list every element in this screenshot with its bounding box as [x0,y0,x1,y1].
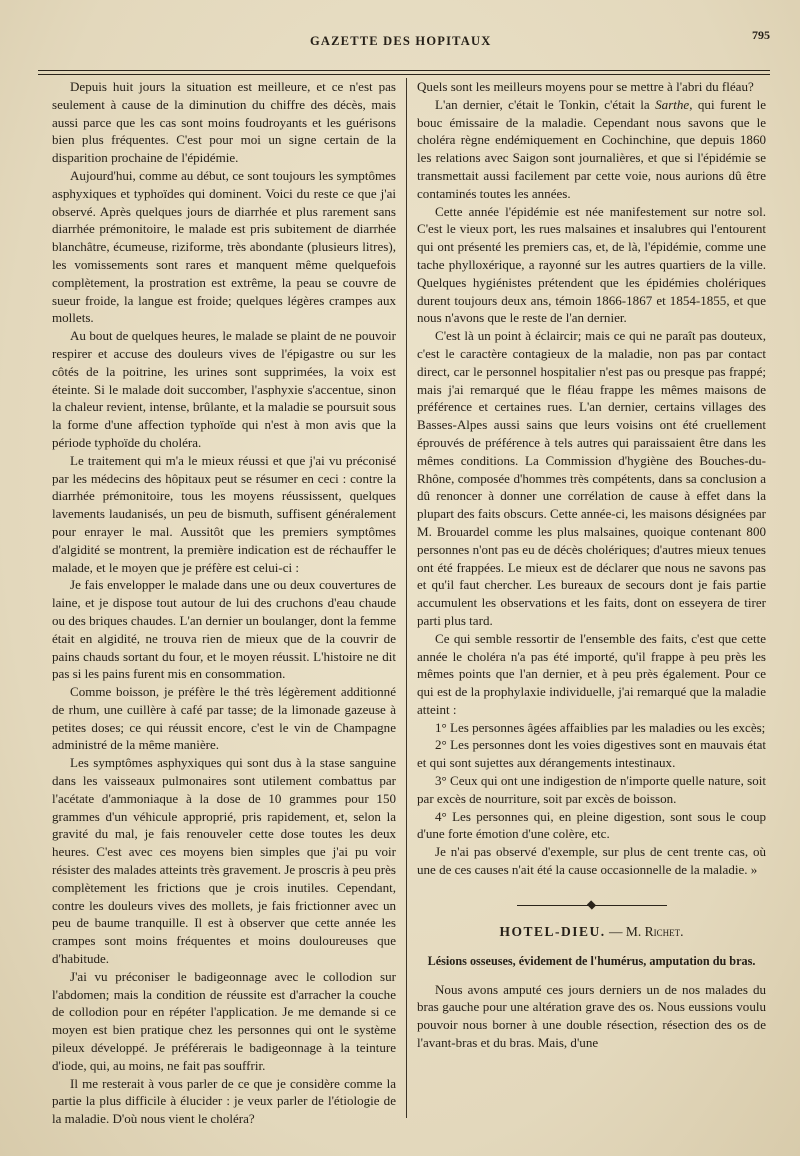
section-title: HOTEL-DIEU. [499,923,606,939]
right-column [417,78,766,1052]
right-column-text [417,78,766,879]
paragraph: 4° Les personnes qui, en pleine digestion, sont sous le coup d'une forte émotion d'une colère, etc. [417,808,766,842]
paragraph: Je fais envelopper le malade dans une ou deux couvertures de laine, et je dispose tout autour de lui des cruchons d'eau chaude ou des briques chaudes. L'an dernier un boulanger, dont la femme était en algidité, ne trouva rien de mieux que de la couvrir de pains chauds sortant du four, et le moyen réussit. L'histoire ne dit pas si les pains furent mis en consommation. [52,577,396,682]
article-subtitle: Lésions osseuses, évidement de l'humérus, amputation du bras. [427,953,756,968]
paragraph: Le traitement qui m'a le mieux réussi et que j'ai vu préconisé par les médecins des hôpitaux peut se résumer en ceci : contre la diarrhée prémonitoire, tous les moyens réussissent, quelques lavements laudanisés, un peu de bismuth, suffisent généralement pour enrayer le mal. Aussitôt que les premiers symptômes d'algidité se montrent, la première indication est de réchauffer le malade, et le moyen que je préfère est celui-ci : [52,452,396,575]
header-rule-thin [38,74,770,75]
paragraph: Nous avons amputé ces jours derniers un de nos malades du bras gauche pour une altération grave des os. Nous eussions voulu pouvoir nous borner à une double résection, résection des os de l'avant-bras et du bras. Mais, d'une [417,981,766,1051]
paragraph: J'ai vu préconiser le badigeonnage avec le collodion sur l'abdomen; mais la condition de réussite est d'arracher la couche de collodion pour en répéter l'application. Je me demande si ce moyen est bien pratique chez les personnes qui ont le système pileux développé. Je préférerais le badigeonnage à la teinture d'iode, qui, au moins, ne fait pas souffrir. [52,968,396,1073]
section-ornament [517,901,667,909]
paragraph: Cette année l'épidémie est née manifestement sur notre sol. C'est le vieux port, les rues malsaines et insalubres qui l'entourent qui ont présenté les premiers cas, et, de là, l'épidémie, comme une tache phylloxérique, a rayonné sur les autres quartiers de la ville. Quelques hygiénistes prétendent que les épidémies cholériques durent toujours deux ans, témoin 1866-1867 et 1854-1855, et que nous n'avons que le reste de l'an dernier. [417,203,766,326]
paragraph: Je n'ai pas observé d'exemple, sur plus de cent trente cas, où une de ces causes n'ait été la cause occasionnelle de la maladie. » [417,844,766,878]
paragraph: 3° Ceux qui ont une indigestion de n'importe quelle nature, soit par excès de nourriture, soit par excès de boisson. [417,773,766,806]
page-number: 795 [752,28,770,42]
section-heading [417,923,766,941]
paragraph: Au bout de quelques heures, le malade se plaint de ne pouvoir respirer et accuse des douleurs vives de l'épigastre ou sur les côtés de la poitrine, les urines sont supprimées, la voix est éteinte. Si le malade doit succomber, l'asphyxie s'accentue, sinon la chaleur revient, intense, brûlante, et la maladie se poursuit sous la forme d'une affection typhoïde qui n'est à mon avis que la période typhoïde du choléra. [52,328,396,450]
column-divider [406,78,407,1118]
section-separator: — [609,923,623,939]
paragraph: Aujourd'hui, comme au début, ce sont toujours les symptômes asphyxiques et typhoïdes qui dominent. Voici du reste ce que j'ai observé. Après quelques jours de diarrhée et plus rarement sans diarrhée prémonitoire, le malade est pris subitement de diarrhée blanchâtre, écumeuse, riziforme, très abondante (plusieurs litres), les vomissements sont rares et manquent même quelquefois complètement, la prostration est extrême, la peau se couvre de sueur froide, la langue est froide; quelques légères crampes aux mollets. [52,167,396,326]
header-rule [38,70,770,71]
paragraph: Comme boisson, je préfère le thé très légèrement additionné de rhum, une cuillère à café par tasse; de la limonade gazeuse à petites doses; ce qui réussit encore, c'est le vin de Champagne administré de la même manière. [52,684,396,753]
paragraph: 2° Les personnes dont les voies digestives sont en mauvais état et qui sont sujettes aux dérangements intestinaux. [417,737,766,771]
paragraph: Il me resterait à vous parler de ce que je considère comme la partie la plus difficile à élucider : je veux parler de l'étiologie de la maladie. D'où nous vient le choléra? [52,1075,396,1127]
paragraph: C'est là un point à éclaircir; mais ce qui ne paraît pas douteux, c'est le caractère contagieux de la maladie, non pas par contact direct, car le personnel hospitalier n'est pas ou presque pas frappé; mais j'ai remarqué que le fléau frappe les mêmes maisons de préférence et certaines rues. L'an dernier, certains villages des Basses-Alpes aussi sains que leurs voisins ont été cruellement éprouvés de préférence à tels autres qui paraissaient être dans les mêmes conditions. La Commission d'hygiène des Bouches-du-Rhône, composée d'hommes très compétents, dans sa conclusion a dû renoncer à donner une corrélation de cause à effet dans la plupart des faits obscurs. Cette année-ci, les maisons désignées par M. Brouardel comme les plus malsaines, quoique contenant 800 personnes n'ont pas eu de décès cholériques; d'autres mieux tenues ont été frappées. Le mieux est de déclarer que nous ne savons pas et qu'il faut chercher. Les bureaux de secours dont je fais partie accumulent les observations et les faits, dont on esseyera de tirer parti plus tard. [417,328,766,628]
paragraph: L'an dernier, c'était le Tonkin, c'était la Sarthe, qui furent le bouc émissaire de la maladie. Cependant nous savons que le choléra règne endémiquement en Cochinchine, que depuis 1860 les relations avec Saigon sont journalières, et que si l'épidémie se transmettait aussi facilement par cette voie, nous aurions dû être contaminés toutes les années. [417,96,766,201]
paragraph: 1° Les personnes âgées affaiblies par les maladies ou les excès; [435,719,766,735]
left-column [52,78,396,1128]
paragraph: Depuis huit jours la situation est meilleure, et ce n'est pas seulement à cause de la diminution du chiffre des décès, mais aussi parce que les cas sont moins foudroyants et les guérisons bien plus fréquentes. C'est pour moi un signe certain de la disparition prochaine de l'épidémie. [52,79,396,166]
paragraph: Les symptômes asphyxiques qui sont dus à la stase sanguine dans les vaisseaux pulmonaires sont utilement combattus par l'acétate d'ammoniaque à la dose de 10 grammes pour 150 grammes d'un véhicule approprié, pris rapidement, et, selon la gravité du mal, je fais renouveler cette dose toutes les deux heures. C'est avec ces moyens bien simples que j'ai pu voir résister des malades atteints très gravement. Je proscris à peu près complètement les frictions que je crois inutiles. Cependant, contre les douleurs vives des mollets, je fais frictionner avec un peu de baume tranquille. Il est à observer que cette année les crampes sont moins fréquentes et moins douloureuses que d'habitude. [52,755,396,967]
section-author: M. Richet. [625,923,684,939]
paragraph: Quels sont les meilleurs moyens pour se mettre à l'abri du fléau? [417,79,754,94]
running-title: GAZETTE DES HOPITAUX [310,34,492,48]
article-body [417,981,766,1052]
page-header [0,28,800,52]
paragraph: Ce qui semble ressortir de l'ensemble des faits, c'est que cette année le choléra n'a pas été importé, qu'il frappe à peu près les mêmes points que l'an dernier, et à peu près également. Pour ce qui est de la prophylaxie individuelle, j'ai remarqué que la maladie atteint : [417,630,766,717]
